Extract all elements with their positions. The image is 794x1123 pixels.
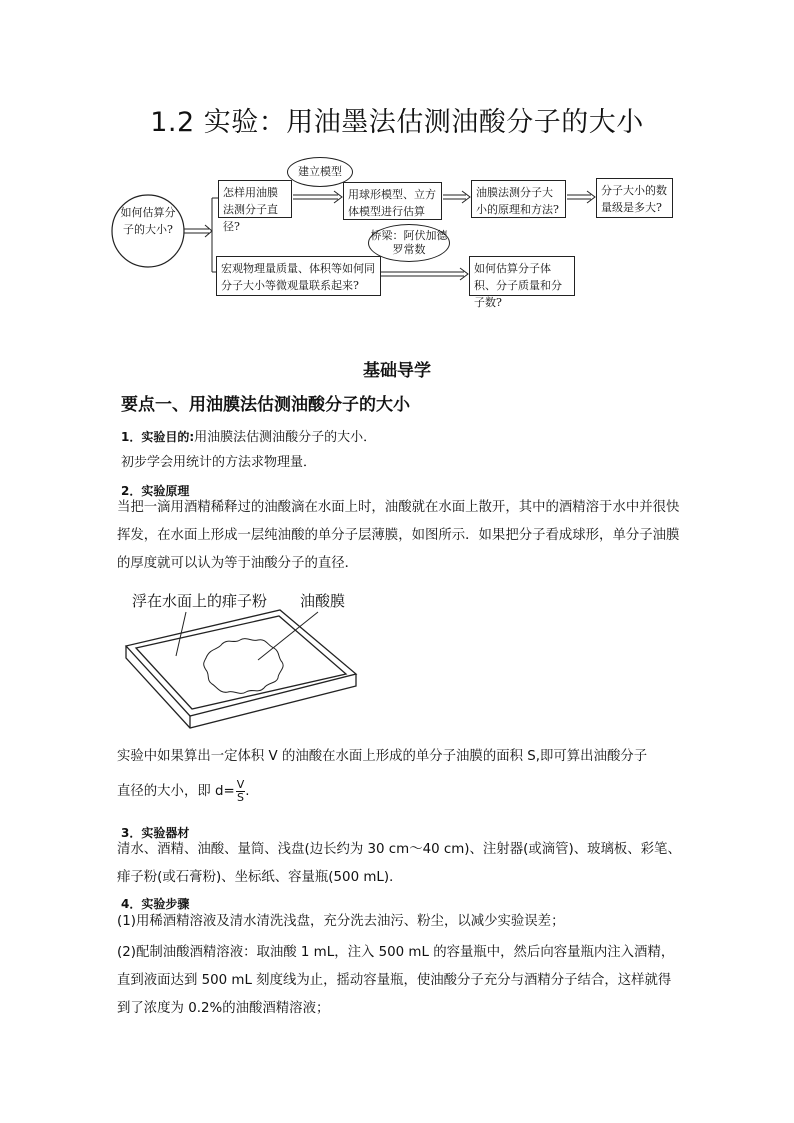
section-2b-formula-line [117, 778, 682, 806]
map-box-film-method [218, 180, 292, 233]
figure-label-oil-film: 油酸膜 [300, 592, 346, 610]
section-1-text: 用油膜法估测油酸分子的大小． [194, 430, 377, 445]
tray-figure [118, 588, 368, 738]
page-title: 1.2 实验：用油墨法估测油酸分子的大小 [150, 107, 644, 138]
root-node-text [118, 204, 178, 238]
bubble-avogadro-text: 桥梁：阿伏加德罗常数 [370, 229, 448, 256]
section-2b-paragraph1: 实验中如果算出一定体积 V 的油酸在水面上形成的单分子油膜的面积 S,即可算出油酸分子 [117, 749, 648, 764]
section-title: 基础导学 [363, 361, 431, 381]
map-box-principle-text: 油膜法测分子大小的原理和方法? [476, 186, 559, 216]
section-1 [121, 428, 681, 447]
map-box-film-method-text: 怎样用油膜法测分子直径? [223, 186, 278, 233]
formula-end: . [245, 784, 250, 799]
map-box-volume-mass [469, 256, 575, 309]
map-box-macro-micro-text: 宏观物理量质量、体积等如何同分子大小等微观量联系起来? [221, 262, 375, 292]
map-box-volume-mass-text: 如何估算分子体积、分子质量和分子数? [474, 262, 562, 309]
section-4-heading: 4．实验步骤 [121, 897, 190, 911]
fraction-numerator: V [236, 777, 245, 791]
map-box-principle [471, 180, 566, 218]
section-4-step2: (2)配制油酸酒精溶液：取油酸 1 mL，注入 500 mL 的容量瓶中，然后向容量瓶内注入酒精，直到液面达到 500 mL 刻度线为止，摇动容量瓶，使油酸分子充分与酒精分子结合，这样就得到了浓度为 0.2%的油酸酒精溶液； [117, 945, 675, 1016]
main-heading: 要点一、用油膜法估测油酸分子的大小 [121, 395, 410, 415]
map-box-magnitude-text: 分子大小的数量级是多大? [601, 184, 667, 214]
formula-text: 直径的大小，即 d= [117, 784, 235, 799]
map-box-model-estimate [343, 182, 442, 220]
section-2-paragraph: 当把一滴用酒精稀释过的油酸滴在水面上时，油酸就在水面上散开，其中的酒精溶于水中并很快挥发，在水面上形成一层纯油酸的单分子层薄膜，如图所示．如果把分子看成球形，单分子油膜的厚度就可以认为等于油酸分子的直径． [117, 500, 680, 571]
section-3-paragraph: 清水、酒精、油酸、量筒、浅盘(边长约为 30 cm～40 cm)、注射器(或滴管)、玻璃板、彩笔、痱子粉(或石膏粉)、坐标纸、容量瓶(500 mL)． [117, 842, 681, 885]
section-1-line2: 初步学会用统计的方法求物理量． [121, 455, 317, 470]
section-1-heading: 1．实验目的: [121, 430, 195, 444]
section-4-step1: (1)用稀酒精溶液及清水清洗浅盘，充分洗去油污、粉尘，以减少实验误差； [117, 914, 565, 929]
root-node-label: 如何估算分子的大小? [120, 206, 176, 236]
concept-map [0, 0, 794, 309]
figure-label-powder: 浮在水面上的痱子粉 [132, 592, 268, 610]
bubble-build-model-text: 建立模型 [298, 165, 342, 178]
fraction-denominator: S [236, 790, 244, 804]
section-2-heading: 2．实验原理 [121, 484, 190, 498]
map-box-model-estimate-text: 用球形模型、立方体模型进行估算 [348, 188, 436, 218]
formula-fraction [236, 779, 246, 804]
tray-drawing [118, 588, 368, 738]
section-3-heading: 3．实验器材 [121, 826, 190, 840]
map-box-magnitude [596, 178, 673, 218]
map-box-macro-micro [216, 256, 381, 296]
